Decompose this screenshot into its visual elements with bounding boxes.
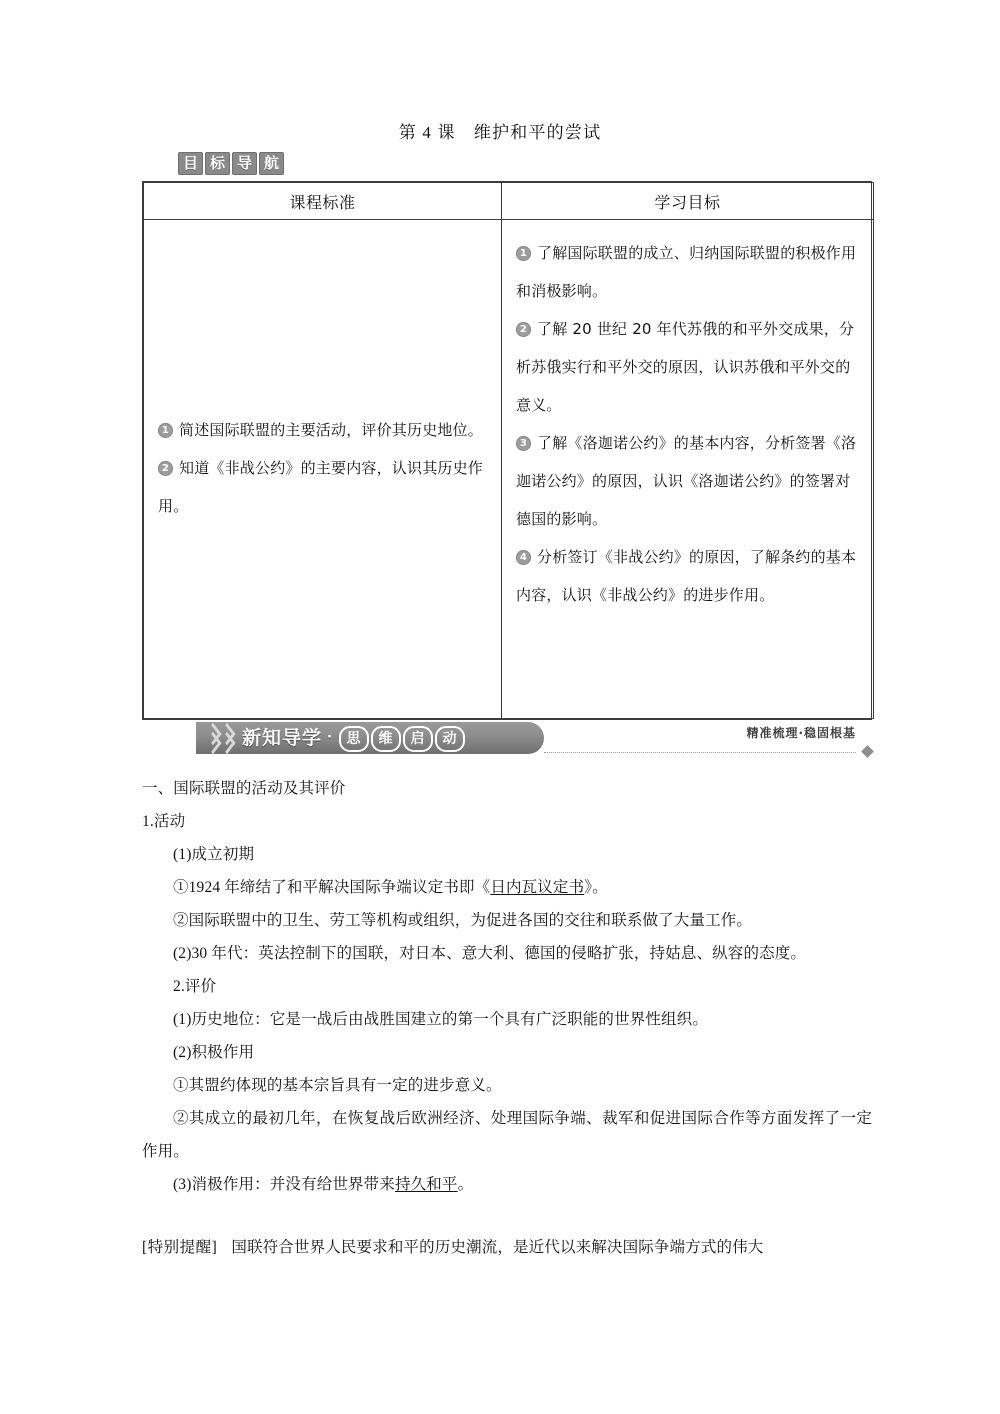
text-before-underline: (3)消极作用：并没有给世界带来 xyxy=(173,1176,395,1193)
underlined-term-geneva-protocol: 日内瓦议定书 xyxy=(490,879,585,896)
cell-learning-objectives xyxy=(502,220,874,719)
objectives-table xyxy=(142,181,872,720)
list-item xyxy=(516,234,859,310)
special-reminder-tag: [特别提醒] xyxy=(142,1239,218,1256)
paragraph-historical-status: (1)历史地位：它是一战后由战胜国建立的第一个具有广泛职能的世界性组织。 xyxy=(173,1011,708,1028)
paragraph-activity-heading: 1.活动 xyxy=(142,813,186,830)
badge-char-2: 标 xyxy=(205,152,230,175)
bullet-2-icon: 2 xyxy=(158,461,173,476)
chevron-right-icon xyxy=(220,727,232,749)
cell-curriculum-standard xyxy=(144,220,502,719)
banner-boxed-char-4: 动 xyxy=(435,726,465,752)
underlined-term-lasting-peace: 持久和平 xyxy=(394,1176,458,1193)
list-item-text: 分析签订《非战公约》的原因，了解条约的基本内容，认识《非战公约》的进步作用。 xyxy=(516,548,857,604)
list-item xyxy=(516,538,859,614)
banner-boxed-char-1: 思 xyxy=(339,726,369,752)
chevron-right-icon xyxy=(206,727,218,749)
banner-title-plain: 新知导学 xyxy=(242,727,323,749)
body-content xyxy=(142,772,872,1264)
page-title: 第 4 课 维护和平的尝试 xyxy=(398,123,602,142)
list-item-text: 知道《非战公约》的主要内容，认识其历史作用。 xyxy=(158,459,484,515)
special-reminder xyxy=(142,1231,872,1264)
paragraph-evaluation-heading: 2.评价 xyxy=(173,978,217,995)
text-before-underline: ①1924 年缔结了和平解决国际争端议定书即《 xyxy=(173,879,491,896)
goal-navigation-badge xyxy=(178,152,284,175)
paragraph-positive-role-2: ②其成立的最初几年，在恢复战后欧洲经济、处理国际争端、裁军和促进国际合作等方面发挥了一定作用。 xyxy=(142,1110,872,1160)
paragraph-health-labor-bodies: ②国际联盟中的卫生、劳工等机构或组织，为促进各国的交往和联系做了大量工作。 xyxy=(173,912,753,929)
banner-title xyxy=(242,725,466,751)
bullet-3-icon: 3 xyxy=(516,436,531,451)
section-banner xyxy=(196,722,872,760)
list-item xyxy=(516,424,859,538)
list-item xyxy=(516,310,859,424)
badge-char-4: 航 xyxy=(259,152,284,175)
bullet-1-icon: 1 xyxy=(158,423,173,438)
banner-diamond-icon xyxy=(861,745,874,758)
paragraph-negative-role xyxy=(142,1168,872,1201)
table-header-curriculum-standard: 课程标准 xyxy=(144,183,502,220)
paragraph-thirties: (2)30 年代：英法控制下的国联，对日本、意大利、德国的侵略扩张，持姑息、纵容的态度。 xyxy=(173,945,807,962)
bullet-1-icon: 1 xyxy=(516,246,531,261)
banner-dotted-rule xyxy=(544,752,856,753)
banner-boxed-char-2: 维 xyxy=(371,726,401,752)
table-header-learning-objectives: 学习目标 xyxy=(502,183,874,220)
list-item-text: 了解 20 世纪 20 年代苏俄的和平外交成果，分析苏俄实行和平外交的原因，认识苏俄和平外交的意义。 xyxy=(516,320,855,414)
banner-boxed-char-3: 启 xyxy=(403,726,433,752)
banner-subtitle: 精准梳理·稳固根基 xyxy=(746,726,856,740)
paragraph-positive-role-1: ①其盟约体现的基本宗旨具有一定的进步意义。 xyxy=(173,1077,502,1094)
bullet-2-icon: 2 xyxy=(516,322,531,337)
list-item-text: 了解国际联盟的成立、归纳国际联盟的积极作用和消极影响。 xyxy=(516,244,857,300)
paragraph-positive-role-heading: (2)积极作用 xyxy=(173,1044,255,1061)
badge-char-1: 目 xyxy=(178,152,203,175)
list-item xyxy=(158,411,487,449)
table-row xyxy=(144,220,874,719)
badge-char-3: 导 xyxy=(232,152,257,175)
special-reminder-text: 国联符合世界人民要求和平的历史潮流，是近代以来解决国际争端方式的伟大 xyxy=(231,1239,764,1256)
text-after-underline: 》。 xyxy=(584,879,608,896)
banner-separator: · xyxy=(327,730,333,745)
list-item-text: 简述国际联盟的主要活动，评价其历史地位。 xyxy=(179,421,484,439)
section-heading: 一、国际联盟的活动及其评价 xyxy=(142,780,346,797)
list-item-text: 了解《洛迦诺公约》的基本内容，分析签署《洛迦诺公约》的原因，认识《洛迦诺公约》的签署对德国的影响。 xyxy=(516,434,857,528)
bullet-4-icon: 4 xyxy=(516,550,531,565)
paragraph-founding-period: (1)成立初期 xyxy=(173,846,255,863)
list-item xyxy=(158,449,487,525)
table-header-row xyxy=(144,183,874,220)
text-after-underline: 。 xyxy=(457,1176,474,1193)
paragraph-geneva-protocol xyxy=(142,871,872,904)
